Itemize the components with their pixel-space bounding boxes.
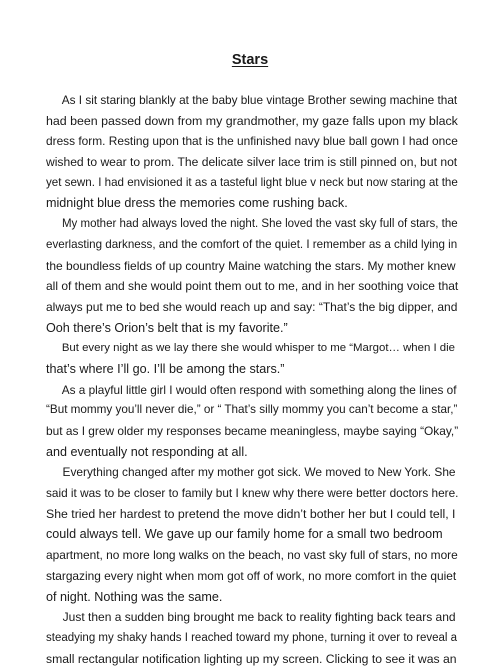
text-line: steadying my shaky hands I reached toward my phone, turning it over to reveal a: [46, 631, 458, 644]
text-line: But every night as we lay there she would whisper to me “Margot… when I die: [46, 342, 455, 355]
document-body: [46, 90, 458, 669]
text-line: but as I grew older my responses became meaningless, maybe saying “Okay,”: [46, 424, 459, 438]
document-title: Stars: [231, 52, 269, 68]
text-line: She tried her hardest to pretend the move didn’t bother her but I could tell, I: [46, 506, 456, 521]
text-line: could always tell. We gave up our family home for a small two bedroom: [46, 527, 443, 542]
text-line: Everything changed after my mother got sick. We moved to New York. She: [46, 465, 456, 480]
text-line: stargazing every night when mom got off of work, no more comfort in the quiet: [46, 568, 457, 583]
text-line: dress form. Resting upon that is the unfinished navy blue ball gown I had once: [46, 134, 458, 149]
text-line: everlasting darkness, and the comfort of the quiet. I remember as a child lying in: [46, 237, 458, 251]
text-line: of night. Nothing was the same.: [46, 589, 223, 604]
text-line: all of them and she would point them out to me, and in her soothing voice that: [46, 279, 459, 294]
text-line: As I sit staring blankly at the baby blue vintage Brother sewing machine that: [46, 93, 458, 107]
text-line: Just then a sudden bing brought me back to reality fighting back tears and: [46, 610, 456, 625]
text-line: had been passed down from my grandmother, my gaze falls upon my black: [46, 113, 458, 128]
text-line: apartment, no more long walks on the beach, no vast sky full of stars, no more: [46, 548, 458, 563]
text-line: “But mommy you’ll never die,” or “ That’s silly mommy you can’t become a star,”: [46, 403, 458, 417]
text-line: said it was to be closer to family but I knew why there were better doctors here.: [46, 486, 459, 501]
text-line: yet sewn. I had envisioned it as a tasteful light blue v neck but now staring at the: [46, 175, 458, 189]
text-line: the boundless fields of up country Maine watching the stars. My mother knew: [46, 258, 456, 273]
text-line: My mother had always loved the night. She loved the vast sky full of stars, the: [46, 218, 458, 231]
text-line: small rectangular notification lighting up my screen. Clicking to see it was an: [46, 651, 457, 666]
text-line: midnight blue dress the memories come rushing back.: [46, 196, 348, 211]
text-line: that’s where I’ll go. I’ll be among the stars.”: [46, 361, 285, 376]
text-line: Ooh there’s Orion’s belt that is my favorite.”: [46, 320, 288, 335]
text-line: always put me to bed she would reach up and say: “That’s the big dipper, and: [46, 299, 458, 314]
text-line: As a playful little girl I would often respond with something along the lines of: [46, 382, 457, 397]
text-line: wished to wear to prom. The delicate silver lace trim is still pinned on, but not: [46, 155, 458, 170]
text-line: and eventually not responding at all.: [46, 444, 248, 459]
